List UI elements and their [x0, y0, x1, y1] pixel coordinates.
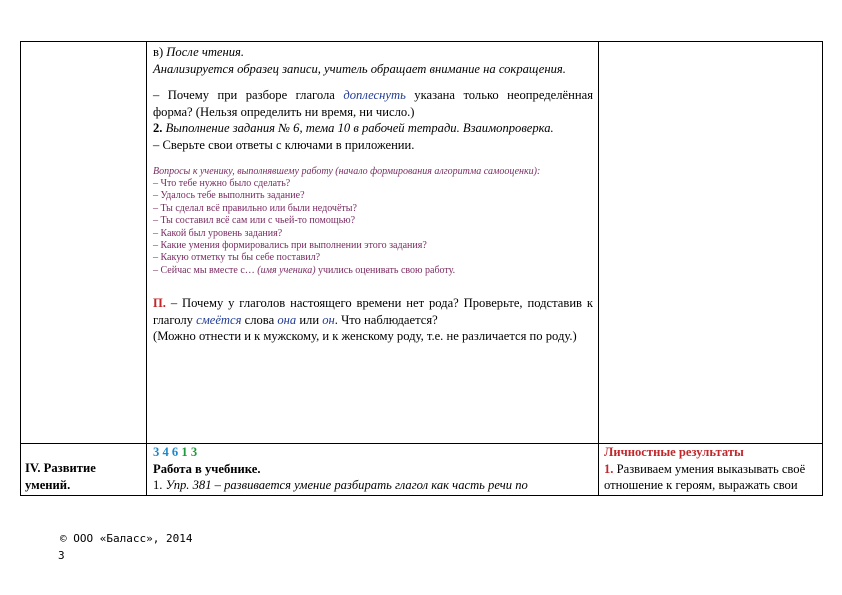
after-reading-heading: в) После чтения.: [153, 45, 245, 59]
table-top-border: [20, 41, 823, 42]
column-divider-2: [598, 41, 599, 496]
exercise-381-text: 1. Упр. 381 – развивается умение разбирать глагол как часть речи по: [153, 478, 528, 493]
page-number: 3: [58, 549, 65, 562]
self-assessment-question: – Что тебе нужно было сделать?: [153, 177, 291, 189]
self-assessment-question: – Какие умения формировались при выполнении этого задания?: [153, 240, 427, 251]
activity-cell: [153, 44, 593, 345]
textbook-work-title: Работа в учебнике.: [153, 461, 261, 476]
stage-label: IV. Развитие умений.: [25, 461, 96, 492]
skill-code: 3: [153, 445, 160, 459]
present-tense-answer: (Можно отнести и к мужскому, и к женскому роду, т.е. не различается по роду.): [153, 329, 577, 344]
results-cell: [604, 444, 818, 494]
skill-code: 3: [190, 445, 198, 459]
column-divider-1: [146, 41, 147, 496]
self-assessment-question: – Удалось тебе выполнить задание?: [153, 190, 305, 202]
personal-results-title: Личностные результаты: [604, 445, 744, 459]
question-verb-form: – Почему при разборе глагола доплеснуть указана только неопределённая форма? (Нельзя определить ни время, ни число.): [153, 88, 594, 119]
skill-code: 4: [162, 445, 169, 459]
task-6-text: 2. Выполнение задания № 6, тема 10 в рабочей тетради. Взаимопроверка.: [153, 121, 554, 136]
table-left-border: [20, 41, 21, 496]
skill-code: 6: [171, 445, 179, 459]
self-assessment-question: – Какую отметку ты бы себе поставил?: [153, 252, 321, 264]
lesson-table: [20, 41, 823, 496]
skill-codes: [153, 444, 593, 461]
table-right-border: [822, 41, 823, 496]
present-tense-question: П. – Почему у глаголов настоящего времени нет рода? Проверьте, подставив к глаголу смеётся слова она или он. Что наблюдается?: [153, 296, 593, 327]
check-answers-text: – Сверьте свои ответы с ключами в приложении.: [153, 137, 415, 152]
table-bottom-border: [20, 495, 823, 496]
self-assessment-question: – Сейчас мы вместе с… (имя ученика) учились оценивать свою работу.: [153, 264, 456, 276]
sample-analysis-text: Анализируется образец записи, учитель обращает внимание на сокращения.: [153, 61, 566, 76]
self-assessment-question: – Ты сделал всё правильно или были недочёты?: [153, 202, 357, 214]
development-cell: [153, 444, 593, 494]
self-assessment-question: – Ты составил всё сам или с чьей-то помощью?: [153, 215, 356, 227]
self-assessment-question: – Какой был уровень задания?: [153, 227, 283, 239]
copyright: © ООО «Баласс», 2014: [60, 532, 193, 545]
skill-code: 1: [181, 445, 188, 459]
self-assessment-title: Вопросы к ученику, выполнявшему работу (начало формирования алгоритма самооценки):: [153, 165, 541, 177]
personal-results-text: 1. Развиваем умения выказывать своё отношение к героям, выражать свои: [604, 461, 806, 493]
